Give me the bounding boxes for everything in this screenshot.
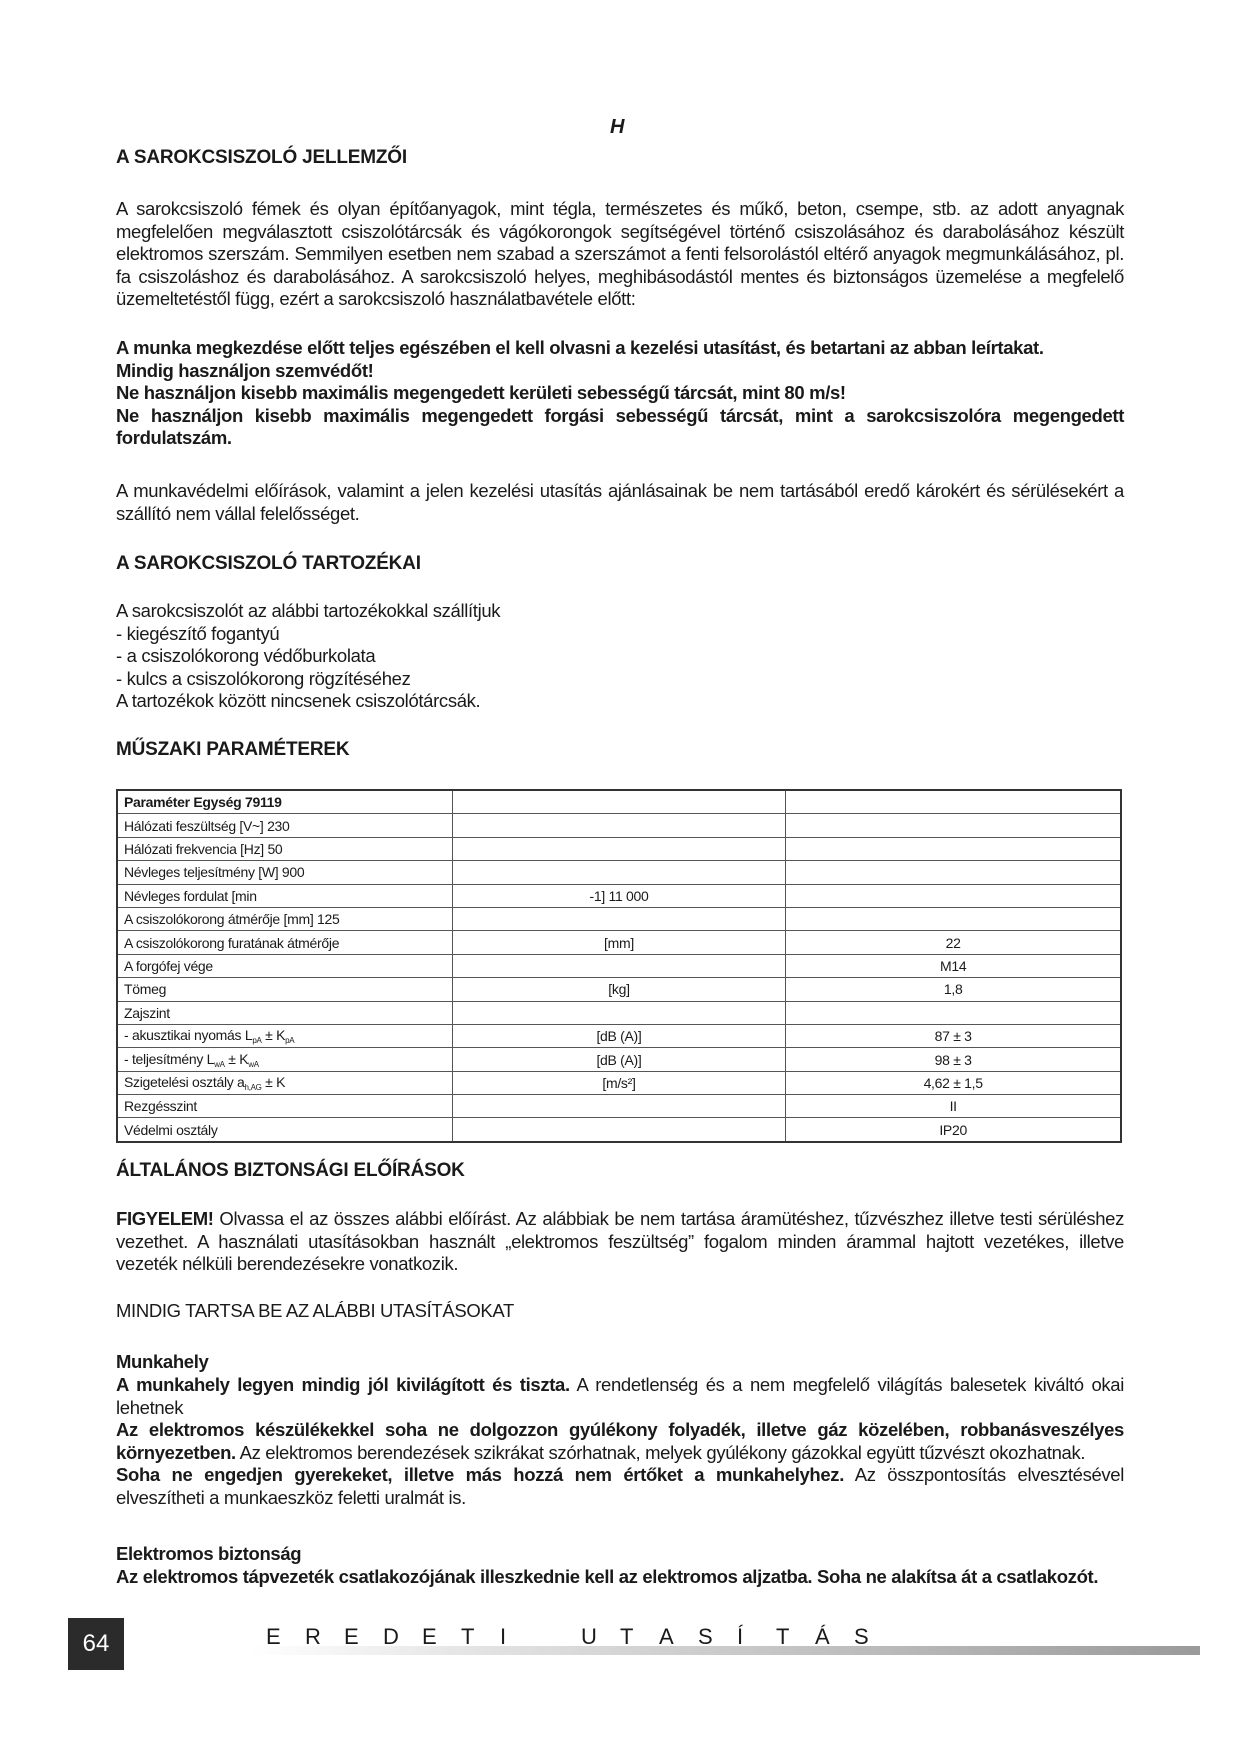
spec-cell: Tömeg [117,978,452,1001]
table-row [117,931,1121,954]
warning-item: A munka megkezdése előtt teljes egészében el kell olvasni a kezelési utasítást, és betartani az abban leírtakat. [116,337,1044,358]
spec-cell [452,1118,786,1142]
footer-letter: T [461,1624,475,1649]
workplace-rule-bold: Soha ne engedjen gyerekeket, illetve más hozzá nem értőket a munkahelyhez. [116,1464,845,1485]
spec-cell: [m/s²] [452,1071,786,1094]
spec-label: ± K [261,1073,286,1090]
spec-cell [786,837,1121,860]
spec-label: - teljesítmény L [124,1050,215,1067]
table-row [117,1095,1121,1118]
spec-cell: 98 ± 3 [786,1048,1121,1071]
munkahely-paragraphs [116,1374,1124,1509]
spec-subscript: wA [214,1059,225,1069]
workplace-rule-bold: Az elektromos készülékekkel soha ne dolgozzon gyúlékony folyadék, illetve gáz közelében, robbanásveszélyes környezetben. [116,1419,1124,1463]
electrical-rule-bold: Az elektromos tápvezeték csatlakozójának illeszkednie kell az elektromos aljzatba. Soha ne alakítsa át a csatlakozót. [116,1566,1099,1587]
spec-subscript: wA [248,1059,259,1069]
spec-cell: M14 [786,954,1121,977]
spec-cell [452,790,786,814]
spec-cell: Hálózati frekvencia [Hz] 50 [117,837,452,860]
spec-label: - akusztikai nyomás L [124,1027,253,1044]
subsection-title-munkahely: Munkahely [116,1351,209,1372]
footer-letter: Á [815,1624,830,1649]
table-row [117,837,1121,860]
spec-cell: [kg] [452,978,786,1001]
accessories-line: A sarokcsiszolót az alábbi tartozékokkal szállítjuk [116,600,501,621]
spec-cell [452,814,786,837]
figyelem-paragraph [116,1208,1124,1276]
figyelem-label: FIGYELEM! [116,1208,214,1229]
accessories-line: - kiegészítő fogantyú [116,622,280,644]
spec-cell: A forgófej vége [117,954,452,977]
spec-cell [786,861,1121,884]
warning-item: Ne használjon kisebb maximális megengedett kerületi sebességű tárcsát, mint 80 m/s! [116,382,846,403]
table-row [117,1118,1121,1142]
footer-letter: A [659,1624,674,1649]
spec-cell: Hálózati feszültség [V~] 230 [117,814,452,837]
table-row [117,814,1121,837]
section-title-safety: ÁLTALÁNOS BIZTONSÁGI ELŐÍRÁSOK [116,1160,465,1181]
spec-cell [117,1048,452,1071]
accessories-list [116,600,1016,713]
footer-letter: S [854,1624,869,1649]
accessories-line: - a csiszolókorong védőburkolata [116,645,376,666]
warning-item: Ne használjon kisebb maximális megengedett forgási sebességű tárcsát, mint a sarokcsiszolóra megengedett fordulatszám. [116,404,1124,448]
footer-letter: T [776,1624,790,1649]
spec-label: ± K [261,1027,286,1044]
workplace-rule-text: Az elektromos berendezések szikrákat szórhatnak, melyek gyúlékony gázokkal együtt tűzvészt okozhatnak. [235,1441,1086,1463]
spec-cell: [dB (A)] [452,1048,786,1071]
table-row [117,978,1121,1001]
spec-cell: 1,8 [786,978,1121,1001]
footer-letter: I [500,1624,507,1649]
spec-cell [452,861,786,884]
footer-letter: S [698,1624,713,1649]
spec-label: Szigetelési osztály a [124,1073,245,1090]
spec-cell: [mm] [452,931,786,954]
spec-cell [786,907,1121,930]
spec-cell [452,954,786,977]
spec-subscript: pA [252,1036,262,1046]
spec-cell [786,814,1121,837]
spec-cell: II [786,1095,1121,1118]
spec-cell [117,1024,452,1047]
workplace-rule-bold: A munkahely legyen mindig jól kivilágított és tiszta. [116,1374,570,1395]
liability-text: A munkavédelmi előírások, valamint a jelen kezelési utasítás ajánlásainak be nem tartásából eredő károkért és sérülésekért a szállító nem vállal felelősséget. [116,480,1124,524]
footer-letter: T [620,1624,634,1649]
spec-cell [452,907,786,930]
table-row [117,1048,1121,1071]
spec-cell: IP20 [786,1118,1121,1142]
footer-letter: R [305,1624,321,1649]
spec-cell: 4,62 ± 1,5 [786,1071,1121,1094]
footer-letter: E [266,1624,281,1649]
spec-cell: Névleges fordulat [min [117,884,452,907]
table-row [117,790,1121,814]
intro-paragraph: A sarokcsiszoló fémek és olyan építőanyagok, mint tégla, természetes és műkő, beton, csempe, stb. az adott anyagnak megfelelően megválasztott csiszolótárcsák és vágókorongok segítségével történő csiszolásához és darabolásához készült elektromos szerszám. Semmilyen esetben nem szabad a szerszámot a fenti felsorolástól eltérő anyagok megmunkálásához, pl. fa csiszoláshoz és darabolásához. A sarokcsiszoló helyes, meghibásodástól mentes és biztonságos üzemelése a megfelelő üzemeltetéstől függ, ezért a sarokcsiszoló használatbavétele előtt: [116,198,1124,309]
spec-cell [786,790,1121,814]
footer-letter: D [383,1624,399,1649]
figyelem-text: Olvassa el az összes alábbi előírást. Az alábbiak be nem tartása áramütéshez, tűzvészhez illetve testi sérüléshez vezethet. A használati utasításokban használt „elektromos feszültség” fogalom minden árammal hajtott vezetékes, illetve vezeték nélküli berendezésekre vonatkozik. [116,1208,1124,1274]
spec-cell: A csiszolókorong furatának átmérője [117,931,452,954]
footer-letter: U [581,1624,597,1649]
workplace-rule-text: Az összpontosítás elvesztésével elveszítheti a munkaeszköz feletti uralmát is. [116,1464,1125,1508]
section-title-features: A SAROKCSISZOLÓ JELLEMZŐI [116,147,407,168]
footer-original-instructions [266,1624,893,1650]
warnings-block [116,337,1124,450]
footer-letter: E [422,1624,437,1649]
warning-item: Mindig használjon szemvédőt! [116,359,374,381]
spec-cell [786,884,1121,907]
table-row [117,884,1121,907]
spec-cell: Rezgésszint [117,1095,452,1118]
spec-cell: 22 [786,931,1121,954]
spec-cell: -1] 11 000 [452,884,786,907]
spec-cell [452,1095,786,1118]
spec-cell: Paraméter Egység 79119 [117,790,452,814]
table-row [117,861,1121,884]
footer-letter: E [344,1624,359,1649]
spec-cell: Névleges teljesítmény [W] 900 [117,861,452,884]
spec-cell [452,837,786,860]
table-row [117,1024,1121,1047]
spec-cell: 87 ± 3 [786,1024,1121,1047]
spec-cell: A csiszolókorong átmérője [mm] 125 [117,907,452,930]
spec-label: ± K [224,1050,249,1067]
spec-subscript: pA [285,1036,295,1046]
page-number: 64 [68,1618,124,1670]
accessories-line: A tartozékok között nincsenek csiszolótárcsák. [116,690,481,711]
spec-cell: [dB (A)] [452,1024,786,1047]
liability-paragraph [116,480,1124,525]
spec-cell: Zajszint [117,1001,452,1024]
footer-letter: Í [737,1624,744,1649]
spec-cell [452,1001,786,1024]
language-marker: H [610,116,625,138]
table-row [117,1001,1121,1024]
table-row [117,954,1121,977]
spec-cell [786,1001,1121,1024]
table-row [117,907,1121,930]
electrical-paragraph [116,1566,1124,1589]
table-row [117,1071,1121,1094]
spec-cell [117,1071,452,1094]
workplace-rule-text: A rendetlenség és a nem megfelelő világítás balesetek kiváltó okai lehetnek [116,1374,1124,1418]
spec-cell: Védelmi osztály [117,1118,452,1142]
always-instruction: MINDIG TARTSA BE AZ ALÁBBI UTASÍTÁSOKAT [116,1300,514,1321]
spec-subscript: h,AG [244,1082,262,1092]
section-title-specs: MŰSZAKI PARAMÉTEREK [116,739,350,760]
spec-table [116,789,1122,1143]
section-title-accessories: A SAROKCSISZOLÓ TARTOZÉKAI [116,553,421,574]
features-intro [116,198,1124,311]
accessories-line: - kulcs a csiszolókorong rögzítéséhez [116,667,411,689]
subsection-title-electrical: Elektromos biztonság [116,1543,302,1564]
